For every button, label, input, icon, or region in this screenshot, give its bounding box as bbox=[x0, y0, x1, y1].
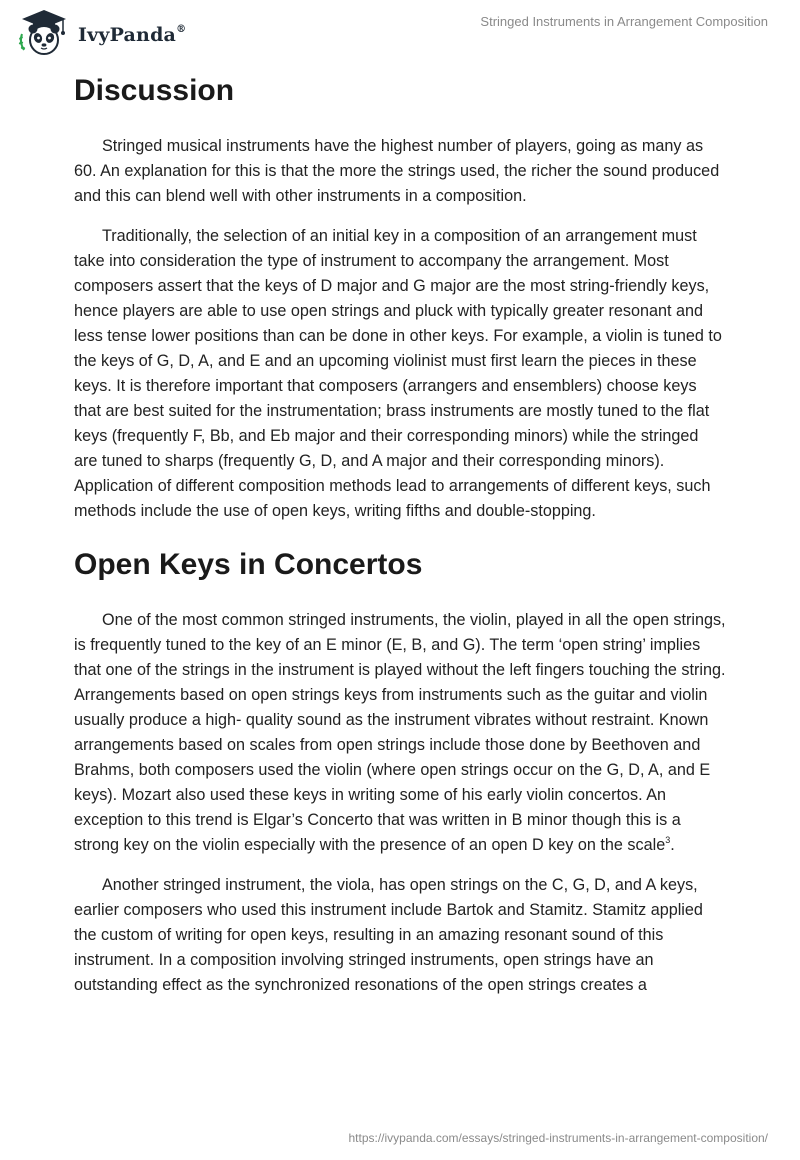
essay-body bbox=[74, 70, 726, 1013]
document-title: Stringed Instruments in Arrangement Composition bbox=[480, 14, 768, 29]
section-heading-open-keys: Open Keys in Concertos bbox=[74, 548, 423, 581]
paragraph: Stringed musical instruments have the highest number of players, going as many as 60. An explanation for this is that the more the strings used, the richer the sound produced and this can blend well with other instruments in a composition. bbox=[74, 137, 720, 205]
paragraph: Another stringed instrument, the viola, has open strings on the C, G, D, and A keys, earlier composers who used this instrument include Bartok and Stamitz. Stamitz applied the custom of writing for open keys, resulting in an amazing resonant sound of this instrument. In a composition involving stringed instruments, open strings have an outstanding effect as the synchronized resonations of the open strings creates a bbox=[74, 876, 703, 994]
paragraph-tail: . bbox=[670, 836, 675, 854]
panda-graduate-icon bbox=[16, 8, 72, 56]
section-heading-discussion: Discussion bbox=[74, 74, 235, 107]
ivypanda-logo[interactable] bbox=[16, 8, 186, 56]
paragraph-with-footnote bbox=[74, 608, 726, 858]
source-url[interactable]: https://ivypanda.com/essays/stringed-instruments-in-arrangement-composition/ bbox=[348, 1131, 768, 1145]
page-header bbox=[0, 0, 800, 60]
paragraph: Traditionally, the selection of an initial key in a composition of an arrangement must take into consideration the type of instrument to accompany the arrangement. Most composers assert that the keys of D major and G major are the most string-friendly keys, hence players are able to use open strings and pluck with typically greater resonant and less tense lower positions than can be done in other keys. For example, a violin is tuned to the keys of G, D, A, and E and an upcoming violinist must first learn the pieces in these keys. It is therefore important that composers (arrangers and ensemblers) choose keys that are best suited for the instrumentation; brass instruments are mostly tuned to the flat keys (frequently F, Bb, and Eb major and their corresponding minors) while the stringed are tuned to sharps (frequently G, D, and A major and their corresponding minors). Application of different composition methods lead to arrangements of different keys, such methods include the use of open keys, writing fifths and double-stopping. bbox=[74, 227, 722, 520]
footnote-reference[interactable]: 3 bbox=[665, 834, 671, 845]
paragraph-text: One of the most common stringed instruments, the violin, played in all the open strings, is frequently tuned to the key of an E minor (E, B, and G). The term ‘open string’ implies that one of the strings in the instrument is played without the left fingers touching the string. Arrangements based on open strings keys from instruments such as the guitar and violin usually produce a high- quality sound as the instrument vibrates without restraint. Known arrangements based on scales from open strings include those done by Beethoven and Brahms, both composers used the violin (where open strings occur on the G, D, A, and E keys). Mozart also used these keys in writing some of his early violin concertos. An exception to this trend is Elgar’s Concerto that was written in B minor though this is a strong key on the violin especially with the presence of an open D key on the scale bbox=[74, 611, 726, 854]
logo-wordmark: IvyPanda® bbox=[78, 23, 187, 46]
